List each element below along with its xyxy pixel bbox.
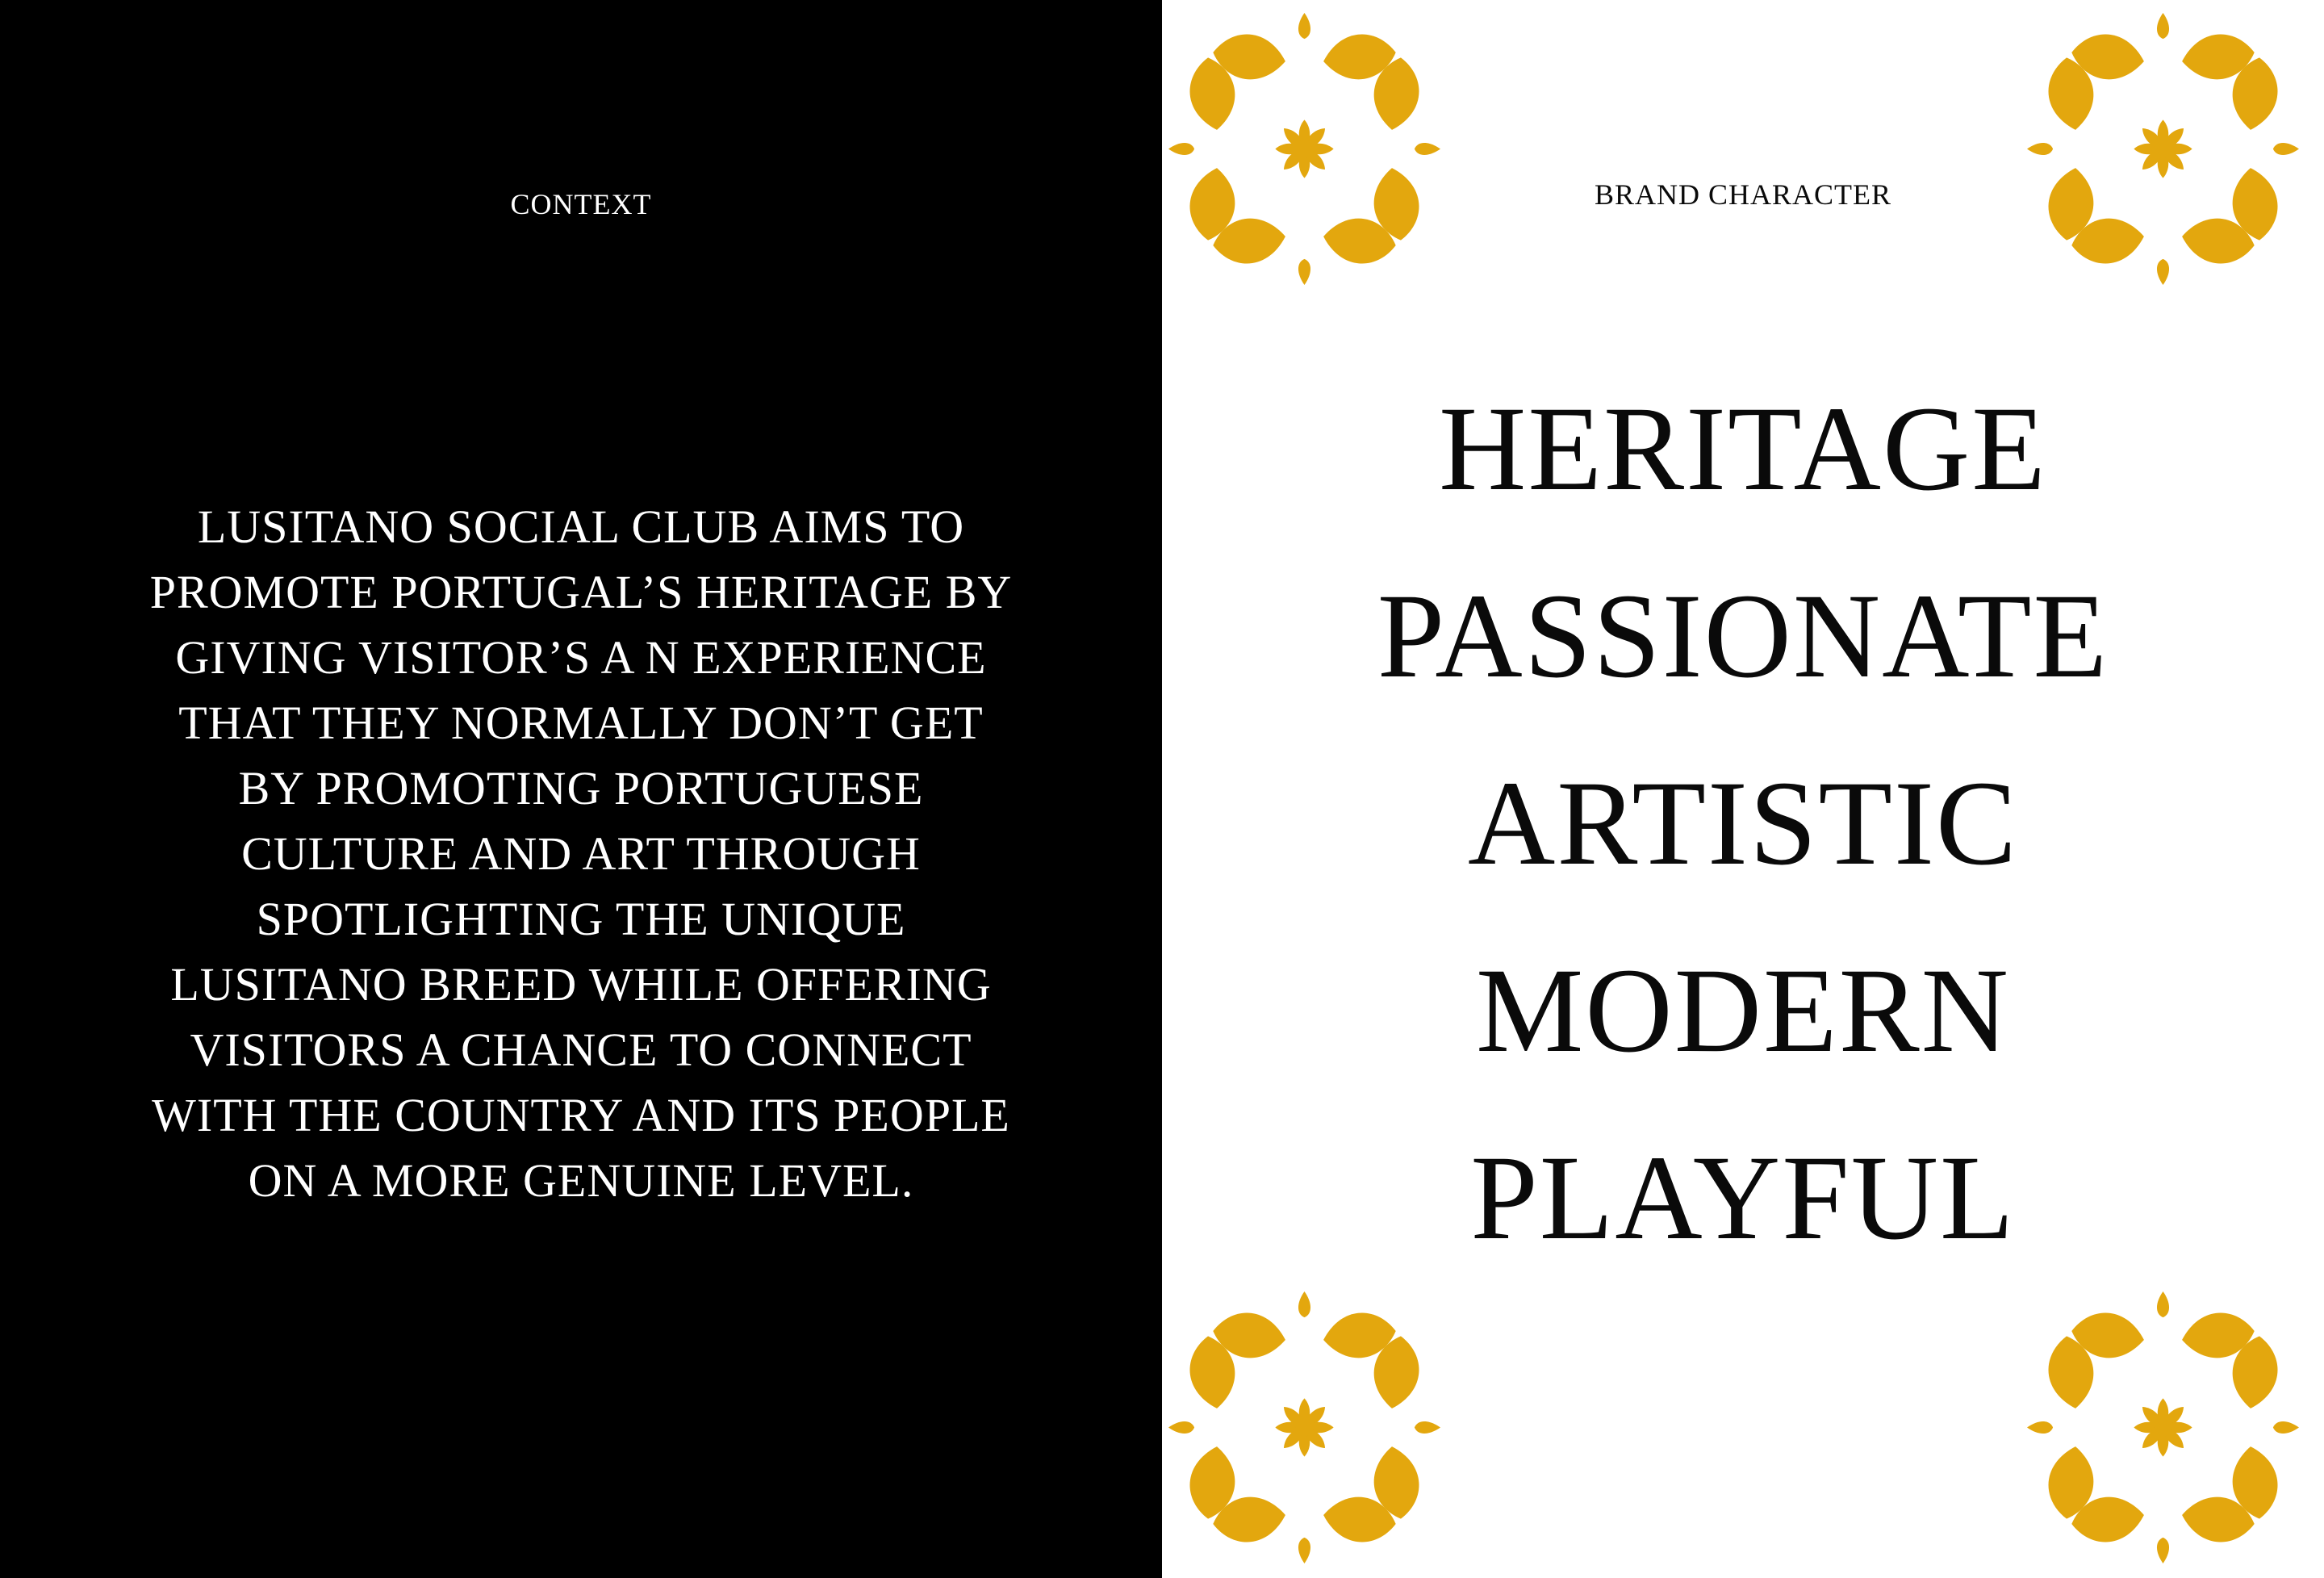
context-paragraph bbox=[113, 494, 1049, 1213]
trait-passionate: PASSIONATE bbox=[1377, 569, 2109, 703]
context-line: LUSITANO SOCIAL CLUB AIMS TO bbox=[197, 500, 965, 553]
trait-playful: PLAYFUL bbox=[1470, 1131, 2016, 1265]
trait-artistic: ARTISTIC bbox=[1468, 756, 2018, 890]
context-line: BY PROMOTING PORTUGUESE bbox=[238, 762, 924, 814]
context-line: SPOTLIGHTING THE UNIQUE bbox=[256, 893, 906, 945]
context-line: GIVING VISITOR’S A N EXPERIENCE bbox=[175, 631, 987, 684]
tile-ornament-icon bbox=[1165, 10, 1444, 288]
trait-modern: MODERN bbox=[1475, 944, 2011, 1078]
tile-ornament-icon bbox=[2024, 1288, 2302, 1567]
context-line: PROMOTE PORTUGAL’S HERITAGE BY bbox=[149, 566, 1013, 618]
context-line: CULTURE AND ART THROUGH bbox=[241, 827, 921, 880]
context-line: THAT THEY NORMALLY DON’T GET bbox=[178, 697, 984, 749]
context-label: CONTEXT bbox=[510, 188, 652, 220]
brand-traits-list bbox=[1162, 355, 2324, 1291]
tile-ornament-icon bbox=[2024, 10, 2302, 288]
context-line: WITH THE COUNTRY AND ITS PEOPLE bbox=[152, 1089, 1010, 1141]
trait-heritage: HERITAGE bbox=[1439, 382, 2047, 516]
context-line: VISITORS A CHANCE TO CONNECT bbox=[190, 1023, 972, 1076]
brand-character-label: BRAND CHARACTER bbox=[1594, 178, 1892, 211]
context-line: LUSITANO BREED WHILE OFFERING bbox=[170, 958, 992, 1011]
context-line: ON A MORE GENUINE LEVEL. bbox=[248, 1154, 914, 1207]
tile-ornament-icon bbox=[1165, 1288, 1444, 1567]
